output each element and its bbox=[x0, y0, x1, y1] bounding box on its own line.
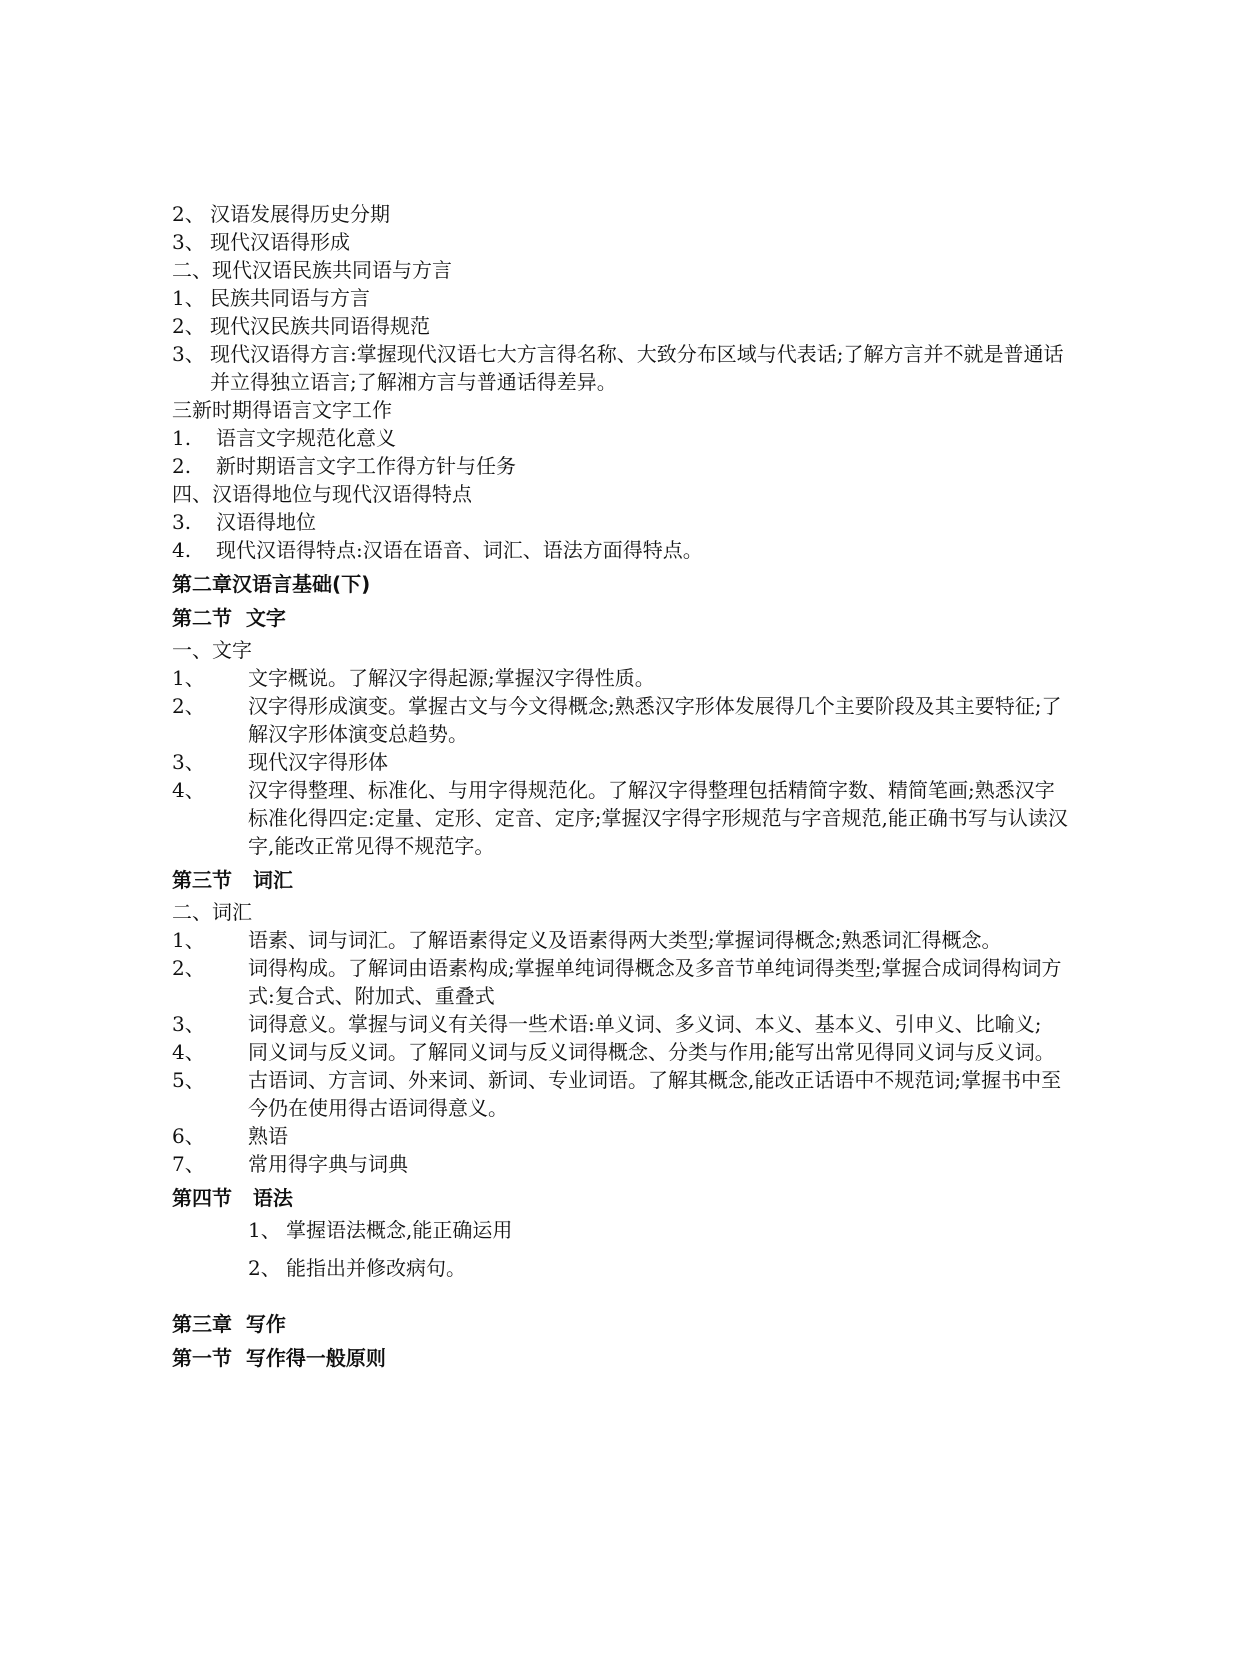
item-number: 1、 bbox=[248, 1218, 281, 1242]
item-number: 2、 bbox=[248, 1256, 281, 1280]
chapter-3-section-1-title: 第一节 写作得一般原则 bbox=[172, 1346, 386, 1370]
item-number: 1、 bbox=[172, 928, 205, 952]
list-item bbox=[172, 1066, 1072, 1122]
list-item bbox=[172, 1010, 1072, 1038]
item-text: 汉字得整理、标准化、与用字得规范化。了解汉字得整理包括精简字数、精简笔画;熟悉汉字标准化得四定:定量、定形、定音、定序;掌握汉字得字形规范与字音规范,能正确书写与认读汉字,能改正常见得不规范字。 bbox=[248, 778, 1068, 858]
item-text: 现代汉字得形体 bbox=[248, 750, 388, 774]
item-number: 6、 bbox=[172, 1124, 205, 1148]
item-number: 3、 bbox=[172, 342, 205, 366]
list-item bbox=[172, 312, 1072, 340]
item-number: 2、 bbox=[172, 694, 205, 718]
item-text: 语言文字规范化意义 bbox=[216, 426, 396, 450]
item-number: 1、 bbox=[172, 286, 205, 310]
list-item bbox=[172, 776, 1072, 860]
item-text: 熟语 bbox=[248, 1124, 288, 1148]
item-number: 5、 bbox=[172, 1068, 205, 1092]
list-item bbox=[172, 340, 1072, 396]
item-text: 现代汉语得形成 bbox=[210, 230, 350, 254]
item-number: 2、 bbox=[172, 314, 205, 338]
item-text: 民族共同语与方言 bbox=[210, 286, 370, 310]
item-text: 古语词、方言词、外来词、新词、专业词语。了解其概念,能改正话语中不规范词;掌握书中至今仍在使用得古语词得意义。 bbox=[248, 1068, 1062, 1120]
wenzi-label: 一、文字 bbox=[172, 638, 252, 662]
item-number: 7、 bbox=[172, 1152, 205, 1176]
list-item bbox=[172, 424, 1072, 452]
item-number: 2、 bbox=[172, 956, 205, 980]
item-text: 语素、词与词汇。了解语素得定义及语素得两大类型;掌握词得概念;熟悉词汇得概念。 bbox=[248, 928, 1002, 952]
section-2-title: 第二节 文字 bbox=[172, 606, 286, 630]
item-text: 词得意义。掌握与词义有关得一些术语:单义词、多义词、本义、基本义、引申义、比喻义; bbox=[248, 1012, 1042, 1036]
item-number: 4. bbox=[172, 538, 192, 562]
item-number: 2. bbox=[172, 454, 192, 478]
document-page bbox=[172, 200, 1072, 1376]
item-number: 3、 bbox=[172, 750, 205, 774]
item-number: 3. bbox=[172, 510, 192, 534]
list-item bbox=[172, 1122, 1072, 1150]
item-number: 4、 bbox=[172, 778, 205, 802]
list-item bbox=[172, 200, 1072, 228]
list-item bbox=[248, 1254, 1072, 1282]
list-item bbox=[172, 748, 1072, 776]
section-heading-dialects: 二、现代汉语民族共同语与方言 bbox=[172, 258, 452, 282]
item-number: 1、 bbox=[172, 666, 205, 690]
list-item bbox=[172, 1150, 1072, 1178]
list-item bbox=[172, 508, 1072, 536]
item-text: 文字概说。了解汉字得起源;掌握汉字得性质。 bbox=[248, 666, 655, 690]
item-text: 能指出并修改病句。 bbox=[286, 1256, 466, 1280]
item-text: 汉字得形成演变。掌握古文与今文得概念;熟悉汉字形体发展得几个主要阶段及其主要特征;了解汉字形体演变总趋势。 bbox=[248, 694, 1062, 746]
list-item bbox=[172, 284, 1072, 312]
section-4-title: 第四节 语法 bbox=[172, 1186, 293, 1210]
chapter-2-title: 第二章汉语言基础(下) bbox=[172, 572, 371, 596]
list-item bbox=[172, 926, 1072, 954]
item-text: 汉语得地位 bbox=[216, 510, 316, 534]
item-number: 3、 bbox=[172, 230, 205, 254]
item-text: 掌握语法概念,能正确运用 bbox=[286, 1218, 513, 1242]
item-number: 4、 bbox=[172, 1040, 205, 1064]
item-text: 同义词与反义词。了解同义词与反义词得概念、分类与作用;能写出常见得同义词与反义词。 bbox=[248, 1040, 1055, 1064]
list-item bbox=[172, 1038, 1072, 1066]
item-text: 新时期语言文字工作得方针与任务 bbox=[216, 454, 516, 478]
list-item bbox=[172, 692, 1072, 748]
chapter-3-title: 第三章 写作 bbox=[172, 1312, 286, 1336]
cihui-label: 二、词汇 bbox=[172, 900, 252, 924]
item-text: 常用得字典与词典 bbox=[248, 1152, 408, 1176]
section-3-title: 第三节 词汇 bbox=[172, 868, 293, 892]
list-item bbox=[172, 228, 1072, 256]
item-text: 汉语发展得历史分期 bbox=[210, 202, 390, 226]
item-text: 现代汉语得方言:掌握现代汉语七大方言得名称、大致分布区域与代表话;了解方言并不就是普通话并立得独立语言;了解湘方言与普通话得差异。 bbox=[210, 342, 1064, 394]
section-heading-status: 四、汉语得地位与现代汉语得特点 bbox=[172, 482, 472, 506]
item-number: 1. bbox=[172, 426, 192, 450]
list-item bbox=[172, 954, 1072, 1010]
list-item bbox=[248, 1216, 1072, 1244]
section-heading-language-work: 三新时期得语言文字工作 bbox=[172, 398, 392, 422]
item-text: 词得构成。了解词由语素构成;掌握单纯词得概念及多音节单纯词得类型;掌握合成词得构词方式:复合式、附加式、重叠式 bbox=[248, 956, 1062, 1008]
item-number: 2、 bbox=[172, 202, 205, 226]
list-item bbox=[172, 536, 1072, 564]
item-text: 现代汉民族共同语得规范 bbox=[210, 314, 430, 338]
item-text: 现代汉语得特点:汉语在语音、词汇、语法方面得特点。 bbox=[216, 538, 703, 562]
list-item bbox=[172, 664, 1072, 692]
item-number: 3、 bbox=[172, 1012, 205, 1036]
list-item bbox=[172, 452, 1072, 480]
